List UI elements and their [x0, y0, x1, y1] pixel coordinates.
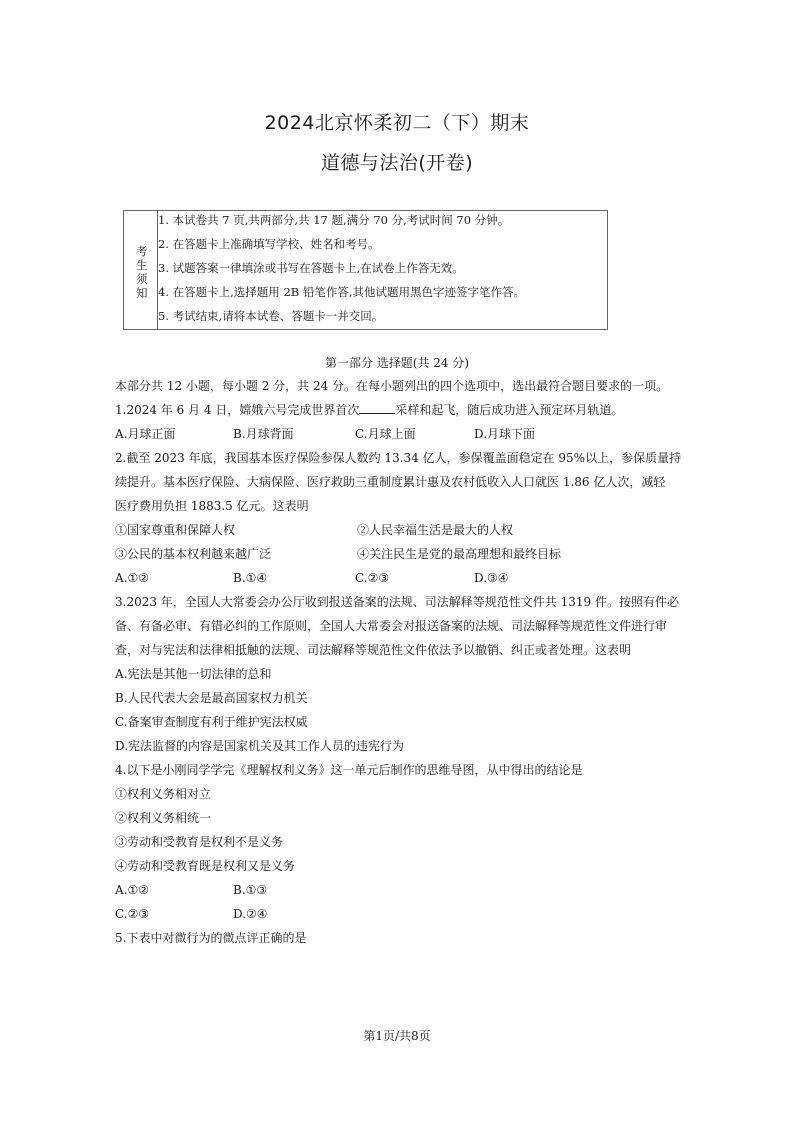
question-3-line: 3.2023 年，全国人大常委会办公厅收到报送备案的法规、司法解释等规范性文件共 1319 件。按照有件必 [115, 595, 679, 609]
question-5-stem: 5.下表中对微行为的微点评正确的是 [115, 931, 307, 945]
q1-option-d: D.月球下面 [474, 427, 536, 441]
q1-option-c: C.月球上面 [355, 427, 416, 441]
section-intro: 本部分共 12 小题，每小题 2 分，共 24 分。在每小题列出的四个选项中，选出最符合题目要求的一项。 [115, 379, 669, 393]
q3-option-d: D.宪法监督的内容是国家机关及其工作人员的违宪行为 [115, 739, 405, 753]
q2-statement: ②人民幸福生活是最大的人权 [357, 523, 514, 537]
section-title: 第一部分 选择题(共 24 分) [324, 356, 470, 370]
notice-heading-char: 考 [136, 244, 148, 258]
notice-item: 5. 考试结束,请将本试卷、答题卡一并交回。 [158, 309, 384, 323]
question-4-stem: 4.以下是小刚同学学完《理解权利义务》这一单元后制作的思维导图，从中得出的结论是 [115, 763, 583, 777]
document-subtitle: 道德与法治(开卷) [320, 152, 474, 174]
q4-option-d: D.②④ [233, 907, 268, 921]
notice-item: 1. 本试卷共 7 页,共两部分,共 17 题,满分 70 分,考试时间 70 分钟。 [158, 213, 510, 227]
q2-statement: ③公民的基本权利越来越广泛 [115, 547, 272, 561]
q1-stem-before: 1.2024 年 6 月 4 日，嫦娥六号完成世界首次 [115, 403, 360, 417]
q4-statement: ④劳动和受教育既是权利又是义务 [115, 859, 296, 873]
document-title: 2024北京怀柔初二（下）期末 [264, 112, 530, 134]
q2-option-c: C.②③ [355, 571, 390, 585]
q4-statement: ②权利义务相统一 [115, 811, 212, 825]
q3-option-c: C.备案审查制度有利于维护宪法权威 [115, 715, 308, 729]
q1-option-b: B.月球背面 [233, 427, 294, 441]
notice-heading-char: 生 [136, 258, 148, 272]
q4-option-b: B.①③ [233, 883, 268, 897]
q4-option-c: C.②③ [115, 907, 150, 921]
q1-stem-after: 采样和起飞，随后成功进入预定环月轨道。 [395, 403, 624, 417]
q3-option-a: A.宪法是其他一切法律的总和 [115, 667, 272, 681]
q2-statement: ①国家尊重和保障人权 [115, 523, 236, 537]
question-1-stem [115, 402, 623, 418]
q1-option-a: A.月球正面 [115, 427, 176, 441]
notice-item: 2. 在答题卡上准确填写学校、姓名和考号。 [158, 237, 380, 251]
question-2-line: 续提升。基本医疗保险、大病保险、医疗救助三重制度累计惠及农村低收入人口就医 1.86 亿人次，减轻 [115, 475, 666, 489]
q2-statement: ④关注民生是党的最高理想和最终目标 [357, 547, 562, 561]
question-2-line: 2.截至 2023 年底，我国基本医疗保险参保人数约 13.34 亿人，参保覆盖面稳定在 95%以上，参保质量持 [115, 451, 682, 465]
q3-option-b: B.人民代表大会是最高国家权力机关 [115, 691, 308, 705]
notice-heading-char: 须 [136, 272, 148, 286]
answer-blank [359, 402, 395, 414]
q4-statement: ①权利义务相对立 [115, 787, 212, 801]
q2-option-d: D.③④ [474, 571, 509, 585]
notice-heading [124, 211, 158, 329]
notice-heading-char: 知 [136, 286, 148, 300]
question-3-line: 备、有备必审、有错必纠的工作原则，全国人大常委会对报送备案的法规、司法解释等规范性文件进行审 [115, 619, 668, 633]
page-number: 第1页/共8页 [363, 1029, 431, 1043]
question-3-line: 查，对与宪法和法律相抵触的法规、司法解释等规范性文件依法予以撤销、纠正或者处理。这表明 [115, 643, 632, 657]
q2-option-b: B.①④ [233, 571, 268, 585]
notice-item: 4. 在答题卡上,选择题用 2B 铅笔作答,其他试题用黑色字迹签字笔作答。 [158, 285, 526, 299]
notice-item: 3. 试题答案一律填涂或书写在答题卡上,在试卷上作答无效。 [158, 261, 464, 275]
q4-option-a: A.①② [115, 883, 149, 897]
q2-option-a: A.①② [115, 571, 149, 585]
q4-statement: ③劳动和受教育是权利不是义务 [115, 835, 284, 849]
question-2-line: 医疗费用负担 1883.5 亿元。这表明 [115, 499, 309, 513]
